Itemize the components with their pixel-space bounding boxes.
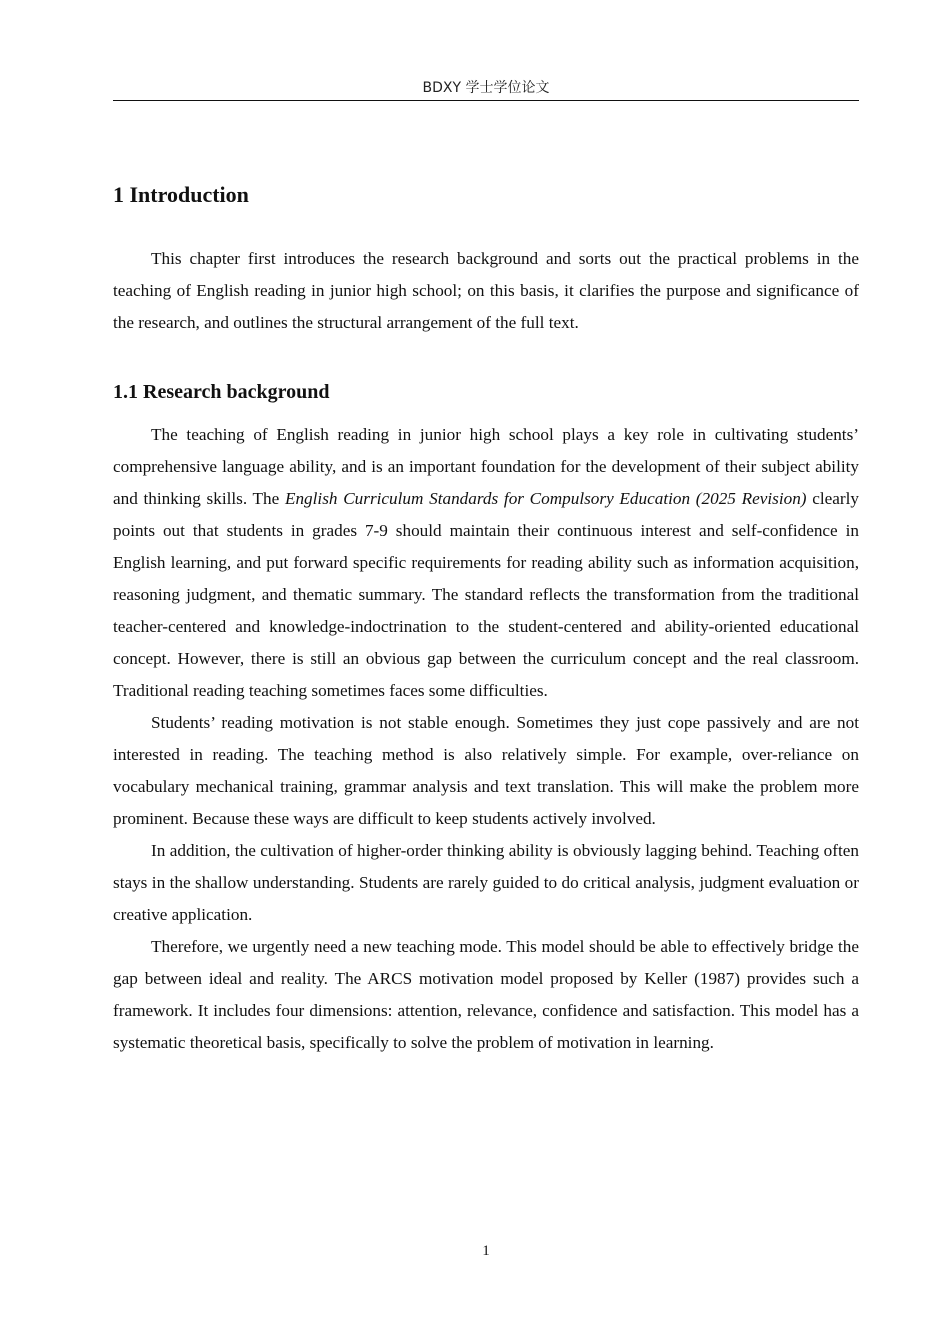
paragraph-text: clearly points out that students in grades 7-9 should maintain their continuous interest and self-confidence in English learning, and put forward specific requirements for reading ability such as information acquisition, reasoning judgment, and thematic summary. The standard reflects the transformation from the traditional teacher-centered and knowledge-indoctrination to the student-centered and ability-oriented educational concept. However, there is still an obvious gap between the curriculum concept and the real classroom. Traditional reading teaching sometimes faces some difficulties. <box>113 489 859 700</box>
page-number: 1 <box>482 1243 490 1259</box>
running-header: BDXY 学士学位论文 <box>422 80 550 96</box>
research-background-paragraph-3: In addition, the cultivation of higher-order thinking ability is obviously lagging behind. Teaching often stays in the shallow understanding. Students are rarely guided to do critical analysis, judgment evaluation or creative application. <box>113 841 859 924</box>
paragraph-text: The teaching of English reading in junior high school plays a key role in cultivating students’ comprehensive language ability, and is an important foundation for the development of their subject ability and thinking skills. The <box>113 425 859 508</box>
chapter-title: 1 Introduction <box>113 182 249 207</box>
page-body <box>113 179 859 1059</box>
research-background-paragraph-2: Students’ reading motivation is not stable enough. Sometimes they just cope passively and are not interested in reading. The teaching method is also relatively simple. For example, over-reliance on vocabulary mechanical training, grammar analysis and text translation. This will make the problem more prominent. Because these ways are difficult to keep students actively involved. <box>113 713 859 828</box>
header-rule <box>113 100 859 101</box>
research-background-paragraph-4: Therefore, we urgently need a new teaching mode. This model should be able to effectively bridge the gap between ideal and reality. The ARCS motivation model proposed by Keller (1987) provides such a framework. It includes four dimensions: attention, relevance, confidence and satisfaction. This model has a systematic theoretical basis, specifically to solve the problem of motivation in learning. <box>113 937 859 1052</box>
chapter-intro-paragraph: This chapter first introduces the research background and sorts out the practical problems in the teaching of English reading in junior high school; on this basis, it clarifies the purpose and significance of the research, and outlines the structural arrangement of the full text. <box>113 249 859 332</box>
curriculum-standard-title: English Curriculum Standards for Compulsory Education (2025 Revision) <box>284 489 807 508</box>
section-title-research-background: 1.1 Research background <box>113 381 330 403</box>
research-background-paragraph-1 <box>113 419 859 707</box>
